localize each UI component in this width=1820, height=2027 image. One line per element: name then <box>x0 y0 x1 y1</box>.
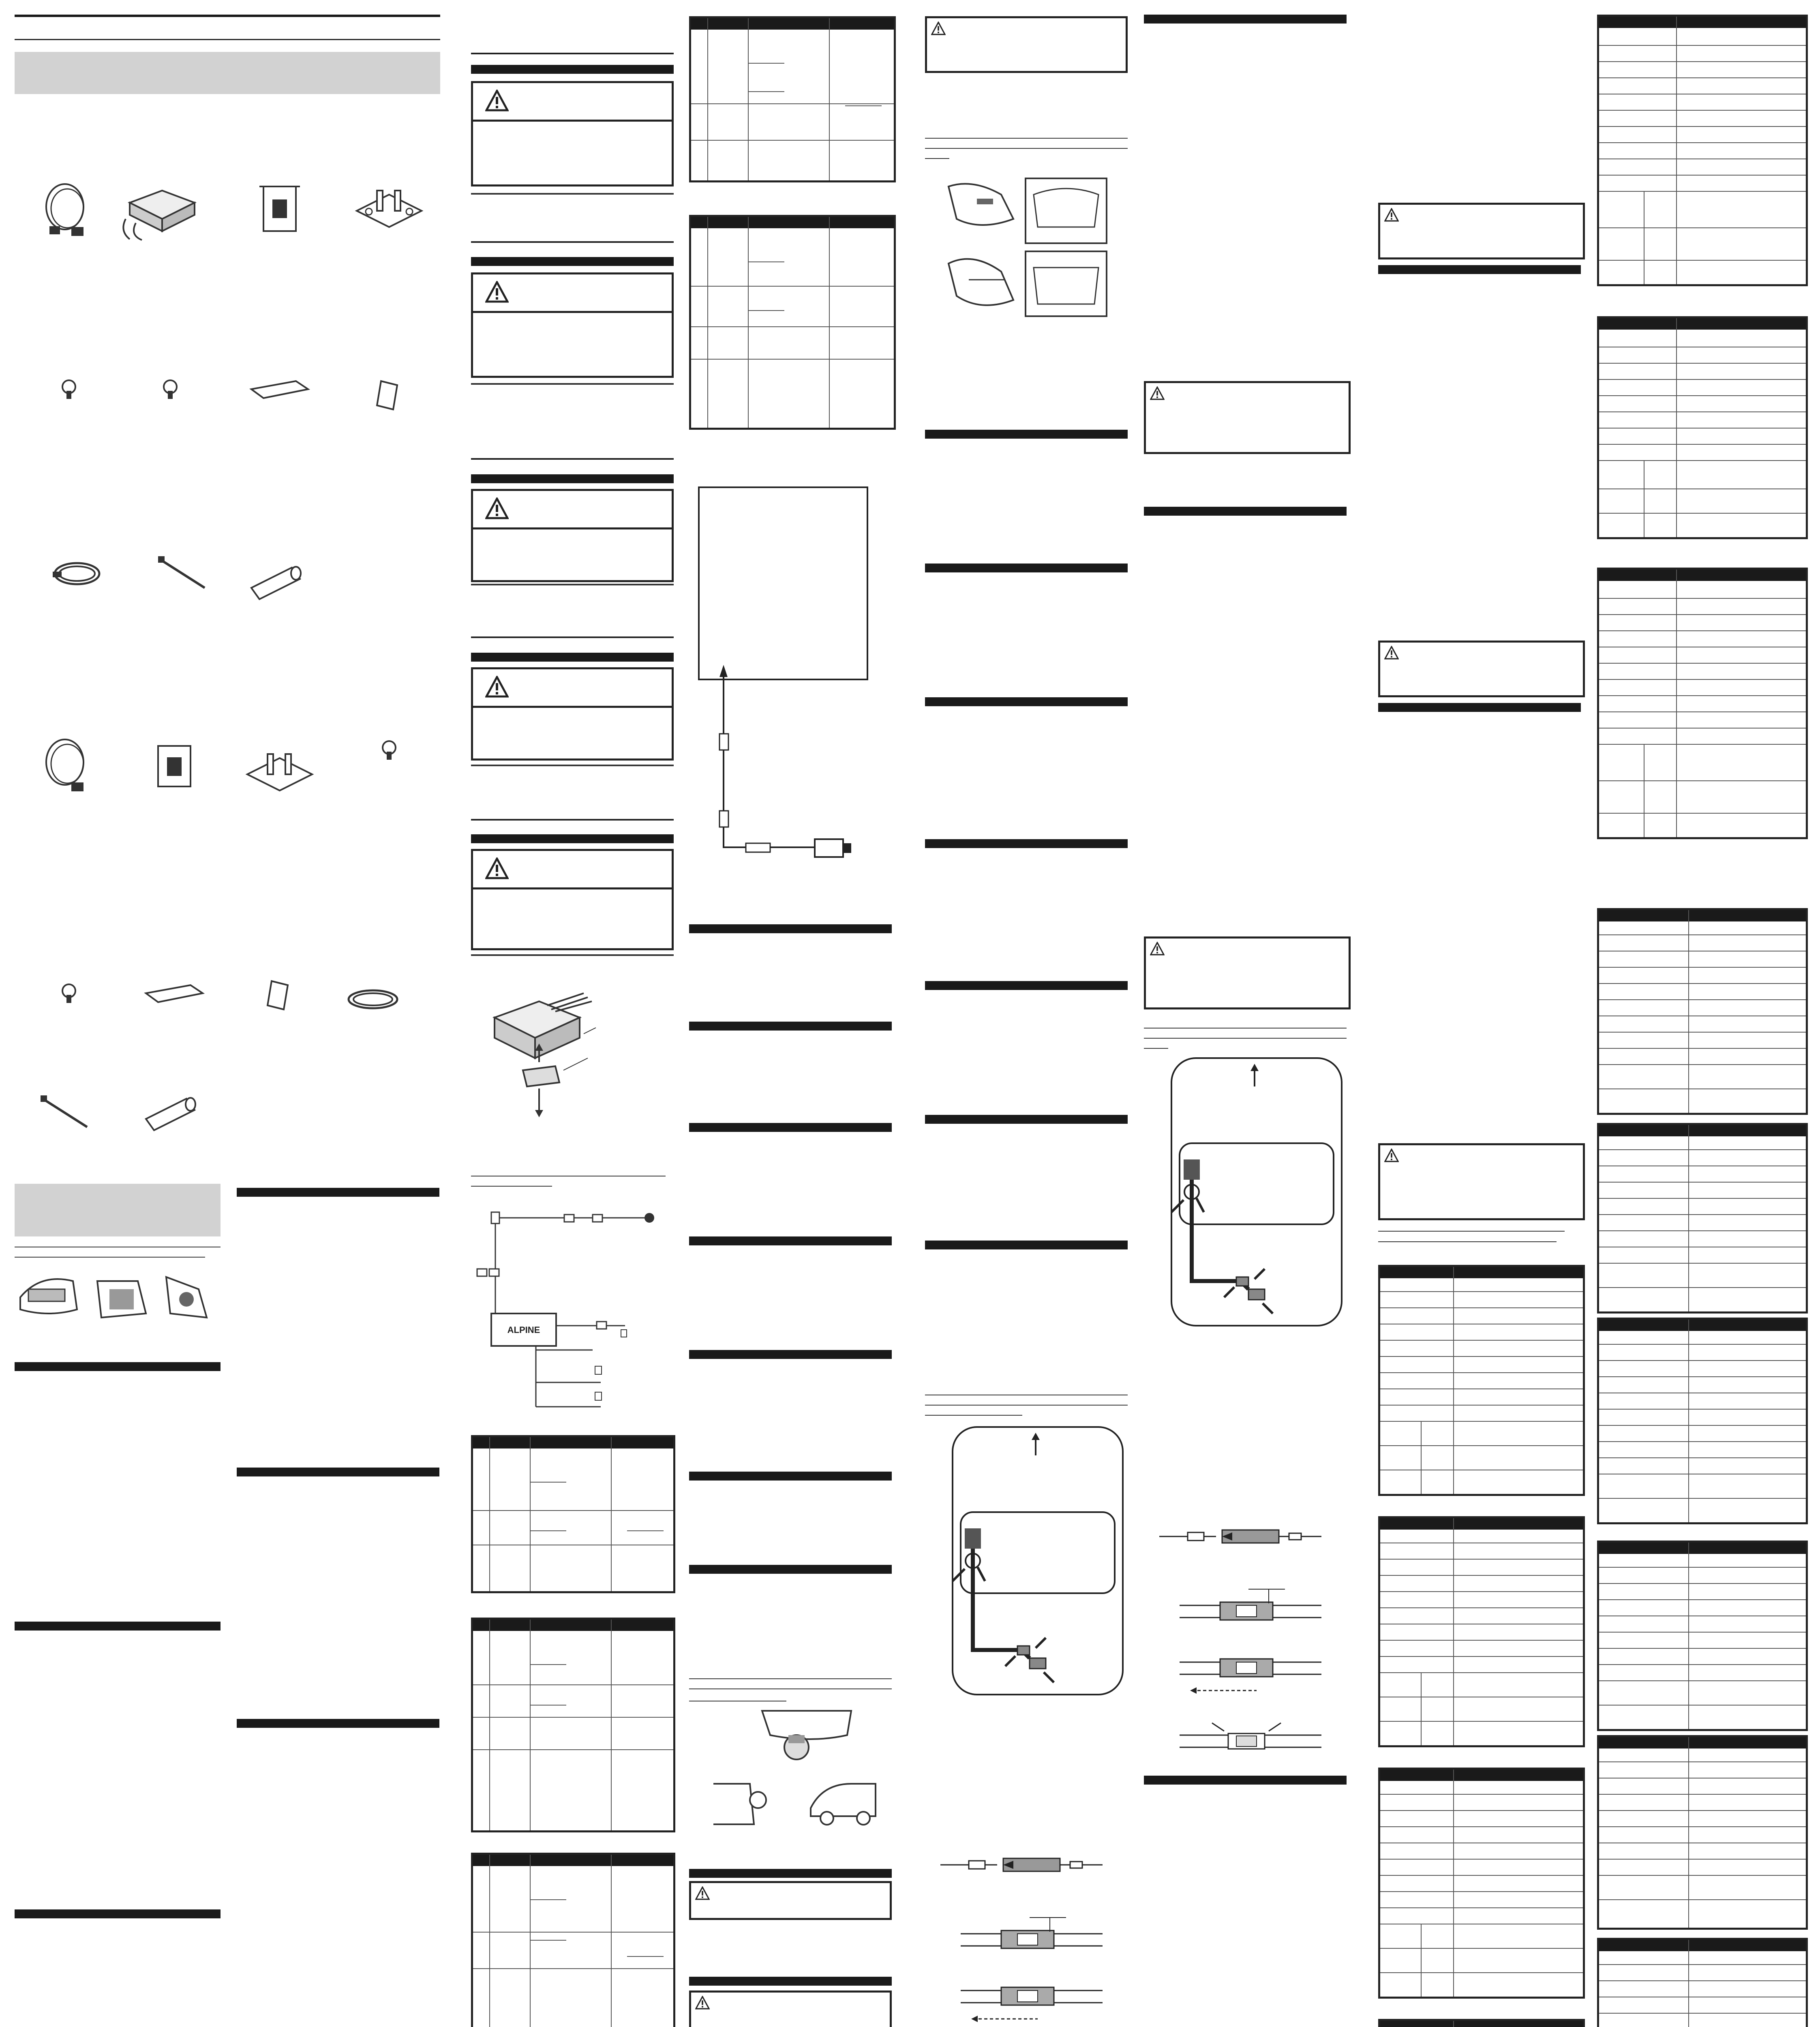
section-header-bar <box>689 1123 892 1132</box>
warning-box <box>471 489 674 582</box>
tape-icon <box>142 981 207 1009</box>
spec-table <box>1597 1123 1808 1313</box>
divider <box>689 1688 892 1689</box>
divider <box>925 1405 1128 1406</box>
divider <box>925 138 1128 139</box>
title-banner <box>15 52 440 94</box>
trunk-routing-illustration <box>932 170 1127 324</box>
tube-icon <box>243 559 308 604</box>
divider <box>471 458 674 460</box>
spec-table <box>471 1853 675 2027</box>
section-header-bar <box>237 1468 439 1476</box>
warning-box <box>1144 936 1351 1009</box>
divider <box>471 383 674 385</box>
section-header-bar <box>925 839 1128 848</box>
section-header-bar <box>689 1565 892 1574</box>
divider <box>1144 1048 1168 1049</box>
connector-steps-diagram <box>932 1853 1127 2027</box>
section-header-bar <box>925 1241 1128 1249</box>
warning-triangle-icon <box>1384 646 1399 660</box>
section-header-bar <box>1144 1776 1347 1785</box>
divider <box>471 1186 552 1187</box>
cable-coil-icon <box>41 174 97 247</box>
divider <box>689 1678 892 1679</box>
spec-table <box>1378 1516 1585 1747</box>
vehicle-routing-diagram <box>949 1423 1127 1703</box>
section-header-bar <box>471 834 674 843</box>
section-header-bar <box>925 981 1128 990</box>
section-header-bar <box>15 1622 221 1631</box>
divider <box>15 1257 205 1258</box>
spec-table <box>1378 1265 1585 1496</box>
warning-triangle-icon <box>1150 942 1165 956</box>
tape-icon <box>373 377 405 414</box>
section-banner <box>15 1184 221 1236</box>
section-header-bar <box>925 1115 1128 1124</box>
spec-table <box>1597 316 1808 539</box>
section-header-bar <box>1378 265 1581 274</box>
cable-coil-icon <box>41 730 97 803</box>
spec-table <box>1597 1938 1808 2027</box>
section-header-bar <box>689 1236 892 1245</box>
warning-box <box>1378 641 1585 697</box>
warning-box <box>1378 203 1585 259</box>
screw-icon <box>57 377 81 401</box>
divider <box>471 765 674 766</box>
section-header-bar <box>237 1719 439 1728</box>
warning-box <box>1378 1143 1585 1220</box>
flat-bracket-icon <box>349 174 430 239</box>
warning-triangle-icon <box>1150 386 1165 400</box>
top-rule <box>15 15 440 17</box>
section-header-bar <box>925 430 1128 439</box>
section-header-bar <box>1378 703 1581 712</box>
warning-triangle-icon <box>695 1996 710 2010</box>
warning-box <box>689 1991 892 2027</box>
section-header-bar <box>15 1909 221 1918</box>
camera-mount-illustration <box>689 1703 892 1841</box>
cable-tie-icon <box>36 1091 93 1135</box>
screw-icon <box>377 738 401 762</box>
section-header-bar <box>237 1188 439 1197</box>
spec-table <box>1597 908 1808 1115</box>
spec-table <box>689 215 896 430</box>
connector-steps-diagram <box>1151 1524 1346 1759</box>
section-header-bar <box>471 474 674 483</box>
section-header-bar <box>471 65 674 74</box>
section-header-bar <box>1144 15 1347 24</box>
mount-bracket-icon <box>146 730 203 799</box>
divider <box>471 241 674 243</box>
section-header-bar <box>925 564 1128 572</box>
spec-table <box>1378 2019 1585 2027</box>
cable-tie-icon <box>154 551 211 596</box>
screw-icon <box>57 981 81 1005</box>
warning-triangle-icon <box>485 676 509 698</box>
section-header-bar <box>471 257 674 266</box>
spec-table <box>1597 568 1808 839</box>
divider <box>471 584 674 585</box>
divider <box>471 819 674 821</box>
warning-box <box>471 849 674 950</box>
warning-box <box>925 16 1128 73</box>
divider <box>925 158 949 159</box>
mount-bracket-icon <box>251 170 308 243</box>
spec-table <box>1597 1318 1808 1524</box>
divider <box>1144 1038 1347 1039</box>
warning-triangle-icon <box>485 857 509 879</box>
divider <box>471 954 674 956</box>
section-header-bar <box>1144 507 1347 516</box>
warning-triangle-icon <box>931 21 946 35</box>
interface-box-illustration <box>482 989 604 1123</box>
tube-icon <box>138 1091 203 1135</box>
warning-box <box>471 272 674 378</box>
flat-bracket-icon <box>239 738 320 803</box>
warning-box <box>471 81 674 186</box>
monitor-cable-diagram <box>689 665 892 868</box>
divider <box>1378 1241 1557 1242</box>
section-header-bar <box>689 1472 892 1481</box>
warning-triangle-icon <box>485 281 509 303</box>
spec-table <box>689 16 896 182</box>
section-header-bar <box>471 653 674 662</box>
warning-triangle-icon <box>1384 1148 1399 1162</box>
section-header-bar <box>689 924 892 933</box>
section-header-bar <box>689 1350 892 1359</box>
tape-icon <box>247 377 312 405</box>
spec-table <box>471 1435 675 1593</box>
wiring-diagram <box>471 1196 674 1415</box>
spec-table <box>1378 1768 1585 1999</box>
spec-table <box>1597 15 1808 286</box>
divider <box>471 193 674 195</box>
warning-triangle-icon <box>1384 208 1399 222</box>
interface-box-icon <box>118 178 207 243</box>
subtitle-rule <box>15 39 440 40</box>
spec-table <box>471 1618 675 1832</box>
warning-box <box>471 667 674 761</box>
divider <box>925 1415 1022 1416</box>
divider <box>471 53 674 54</box>
divider <box>471 636 674 638</box>
cable-coil-icon <box>340 981 405 1018</box>
cable-coil-icon <box>49 551 105 596</box>
section-header-bar <box>689 1977 892 1986</box>
warning-box <box>1144 381 1351 454</box>
divider <box>1378 1231 1565 1232</box>
divider <box>925 148 1128 149</box>
tape-icon <box>263 977 296 1014</box>
warning-box <box>689 1881 892 1920</box>
section-header-bar <box>925 697 1128 706</box>
brand-logo: ALPINE <box>507 1325 540 1335</box>
section-header-bar <box>689 1022 892 1031</box>
section-header-bar <box>15 1362 221 1371</box>
warning-triangle-icon <box>485 497 509 519</box>
spec-table <box>1597 1541 1808 1731</box>
display-screen-diagram <box>698 486 868 680</box>
warning-triangle-icon <box>485 90 509 111</box>
screw-icon <box>158 377 182 401</box>
spec-table <box>1597 1735 1808 1930</box>
installation-illustration <box>16 1265 219 1330</box>
vehicle-routing-diagram <box>1167 1054 1346 1334</box>
warning-triangle-icon <box>695 1886 710 1900</box>
section-header-bar <box>689 1869 892 1878</box>
